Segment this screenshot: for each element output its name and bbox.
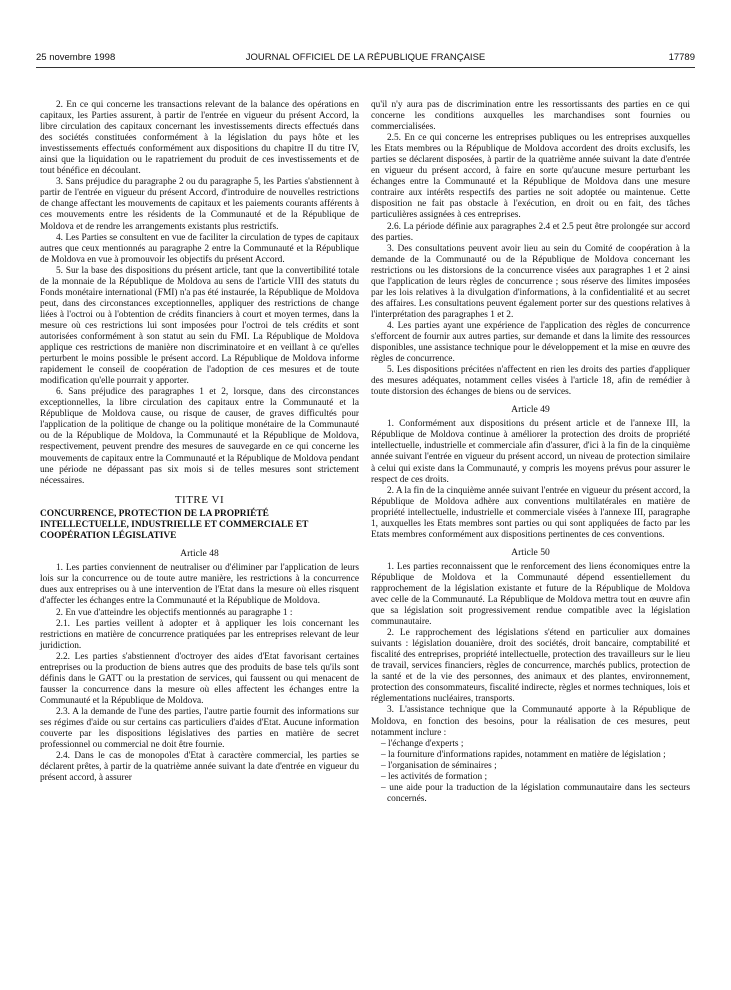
list-item: – la fourniture d'informations rapides, notamment en matière de législation ; <box>381 749 666 760</box>
paragraph: 2.3. A la demande de l'une des parties, l'autre partie fournit des informations sur ses régimes d'aide ou sur certains cas particuliers d'aides d'Etat. Aucune information couverte par les dispositions législatives des parties en matière de secret professionnel ou commercial ne doit être fournie. <box>40 706 359 751</box>
paragraph: 1. Les parties conviennent de neutraliser ou d'éliminer par l'application de leurs lois sur la concurrence ou de toute autre manière, les restrictions à la concurrence dues aux entreprises ou à une intervention de l'Etat dans la mesure où elles risquent d'affecter les échanges entre la Communauté et la République de Moldova. <box>40 563 359 607</box>
paragraph: 2. En ce qui concerne les transactions relevant de la balance des opérations en capitaux, les Parties assurent, à partir de l'entrée en vigueur du présent Accord, la libre circulation des capitaux concernant les investissements directs effectués dans des sociétés constituées conformément à la législation du pays hôte et les investissements effectués conformément aux dispositions du chapitre II du titre IV, ainsi que la liquidation ou le rapatriement du produit de ces investissements et de tout bénéfice en découlant. <box>40 100 359 177</box>
paragraph: 4. Les parties ayant une expérience de l'application des règles de concurrence s'efforcent de fournir aux autres parties, sur demande et dans la limite des ressources disponibles, une assistance technique pour le développement et la mise en œuvre des règles de concurrence. <box>371 320 690 365</box>
paragraph: 2.2. Les parties s'abstiennent d'octroyer des aides d'Etat favorisant certaines entreprises ou la production de biens autres que des produits de base tels qu'ils sont définis dans le GATT ou la prestation de services, qui faussent ou qui menacent de fausser la concurrence dans la mesure où elles affectent les échanges entre la Communauté et la République de Moldova. <box>40 651 359 706</box>
paragraph: 3. Des consultations peuvent avoir lieu au sein du Comité de coopération à la demande de la Communauté ou de la République de Moldova concernant les restrictions ou les distorsions de la concurrence visées aux paragraphes 1 et 2 ainsi que l'application de leurs règles de concurrence ; sous réserve des limites imposées par les lois relatives à la divulgation d'informations, à la confidentialité et au secret des affaires. Les consultations peuvent également porter sur des questions relatives à l'interprétation des paragraphes 1 et 2. <box>371 243 690 320</box>
paragraph: 2. A la fin de la cinquième année suivant l'entrée en vigueur du présent accord, la République de Moldova adhère aux conventions multilatérales en matière de propriété intellectuelle, industrielle et commerciale visées à l'annexe III, paragraphe 1, auxquelles les Etats membres sont parties ou qui sont appliquées de facto par les Etats membres conformément aux dispositions pertinentes de ces conventions. <box>371 485 690 540</box>
paragraph: 2. En vue d'atteindre les objectifs mentionnés au paragraphe 1 : <box>56 607 293 618</box>
paragraph: 2.1. Les parties veillent à adopter et à appliquer les lois concernant les restrictions en matière de concurrence pratiquées par les entreprises relevant de leur juridiction. <box>40 618 359 651</box>
article-heading: Article 49 <box>511 404 550 416</box>
right-column <box>371 100 690 805</box>
title-heading: TITRE VI <box>174 493 225 506</box>
paragraph: 1. Les parties reconnaissent que le renforcement des liens économiques entre la République de Moldova et la Communauté dépend essentiellement du rapprochement de la législation existante et future de la République de Moldova avec celle de la Communauté. La République de Moldova mettra tout en œuvre afin que sa législation soit progressivement rendue compatible avec la législation communautaire. <box>371 561 690 628</box>
paragraph: 3. L'assistance technique que la Communauté apporte à la République de Moldova, en fonction des besoins, pour la réalisation de ces mesures, peut notamment inclure : <box>371 705 690 738</box>
article-heading: Article 50 <box>511 546 550 558</box>
publication-date: 25 novembre 1998 <box>36 52 116 63</box>
paragraph: 5. Les dispositions précitées n'affectent en rien les droits des parties d'appliquer des mesures adéquates, notamment celles visées à l'article 18, afin de remédier à toute distorsion des échanges de biens ou de services. <box>371 365 690 398</box>
paragraph: 5. Sur la base des dispositions du présent article, tant que la convertibilité totale de la monnaie de la République de Moldova au sens de l'article VIII des statuts du Fonds monétaire international (FMI) n'a pas été instaurée, la République de Moldova peut, dans des circonstances exceptionnelles, appliquer des restrictions de change liées à l'octroi ou à l'obtention de crédits financiers à court et moyen termes, dans la mesure où ces restrictions lui sont imposées pour l'octroi de tels crédits et sont autorisées conformément à son statut au sein du FMI. La République de Moldova applique ces restrictions de manière non discriminatoire et en veillant à ce qu'elles perturbent le moins possible le présent accord. La République de Moldova informe rapidement le conseil de coopération de l'adoption de ces mesures et de toute modification qu'elle pourrait y apporter. <box>40 265 359 387</box>
page-header <box>36 52 695 66</box>
paragraph: 4. Les Parties se consultent en vue de faciliter la circulation de types de capitaux autres que ceux mentionnés au paragraphe 2 entre la Communauté et la République de Moldova en vue à promouvoir les objectifs du présent Accord. <box>40 232 359 265</box>
paragraph: 3. Sans préjudice du paragraphe 2 ou du paragraphe 5, les Parties s'abstiennent à partir de l'entrée en vigueur du présent Accord, d'introduire de nouvelles restrictions de change affectant les mouvements de capitaux et les paiements courants afférents à ces mouvements entre les résidents de la Communauté et de la République de Moldova et de rendre les arrangements existants plus restrictifs. <box>40 177 359 232</box>
paragraph: 2. Le rapprochement des législations s'étend en particulier aux domaines suivants : législation douanière, droit des sociétés, droit bancaire, comptabilité et fiscalité des entreprises, propriété intellectuelle, protection des travailleurs sur le lieu de travail, services financiers, règles de concurrence, marchés publics, protection de la santé et de la vie des personnes, des animaux et des plantes, environnement, protection des consommateurs, fiscalité indirecte, règles et normes techniques, lois et réglementations nucléaires, transports. <box>371 628 690 705</box>
list-item: – l'échange d'experts ; <box>381 738 464 749</box>
page-number: 17789 <box>668 52 695 63</box>
title-subheading: CONCURRENCE, PROTECTION DE LA PROPRIÉTÉ INTELLECTUELLE, INDUSTRIELLE ET COMMERCIALE ET COOPÉRATION LÉGISLATIVE <box>40 508 309 542</box>
paragraph: 1. Conformément aux dispositions du présent article et de l'annexe III, la République de Moldova continue à améliorer la protection des droits de propriété intellectuelle, industrielle et commerciale afin d'assurer, d'ici à la fin de la cinquième année suivant l'entrée en vigueur du présent accord, un niveau de protection similaire à celui qui existe dans la Communauté, y compris les moyens prévus pour assurer le respect de ces droits. <box>371 419 690 485</box>
paragraph: 2.4. Dans le cas de monopoles d'Etat à caractère commercial, les parties se déclarent prêtes, à partir de la quatrième année suivant la date d'entrée en vigueur du présent accord, à assurer <box>40 751 359 784</box>
list-item: – les activités de formation ; <box>381 771 488 782</box>
journal-title: JOURNAL OFFICIEL DE LA RÉPUBLIQUE FRANÇAISE <box>245 52 486 63</box>
list-item: – une aide pour la traduction de la législation communautaire dans les secteurs concernés. <box>381 782 690 804</box>
paragraph: 2.5. En ce qui concerne les entreprises publiques ou les entreprises auxquelles les Etats membres ou la République de Moldova accordent des droits exclusifs, les parties se déclarent disposées, à partir de la quatrième année suivant la date d'entrée en vigueur du présent accord, à faire en sorte qu'aucune mesure perturbant les échanges entre la Communauté et la République de Moldova dans une mesure contraire aux intérêts respectifs des parties ne soit adoptée ou maintenue. Cette disposition ne fait pas obstacle à l'exécution, en droit ou en fait, des tâches particulières assignées à ces entreprises. <box>371 133 690 221</box>
header-rule <box>36 67 695 68</box>
article-heading: Article 48 <box>180 548 219 560</box>
paragraph: 2.6. La période définie aux paragraphes 2.4 et 2.5 peut être prolongée sur accord des parties. <box>371 221 690 243</box>
paragraph-continuation: qu'il n'y aura pas de discrimination entre les ressortissants des parties en ce qui concerne les conditions auxquelles les marchandises sont fournies ou commercialisées. <box>371 100 690 133</box>
list-item: – l'organisation de séminaires ; <box>381 760 497 771</box>
left-column <box>40 100 359 784</box>
paragraph: 6. Sans préjudice des paragraphes 1 et 2, lorsque, dans des circonstances exceptionnelles, la libre circulation des capitaux entre la Communauté et la République de Moldova cause, ou risque de causer, de graves difficultés pour l'application de la politique de change ou la politique monétaire de la Communauté ou de la République de Moldova, la Communauté et la République de Moldova, respectivement, peuvent prendre des mesures de sauvegarde en ce qui concerne les mouvements de capitaux entre la Communauté et la République de Moldova pendant une période ne dépassant pas six mois si de telles mesures sont strictement nécessaires. <box>40 387 359 486</box>
